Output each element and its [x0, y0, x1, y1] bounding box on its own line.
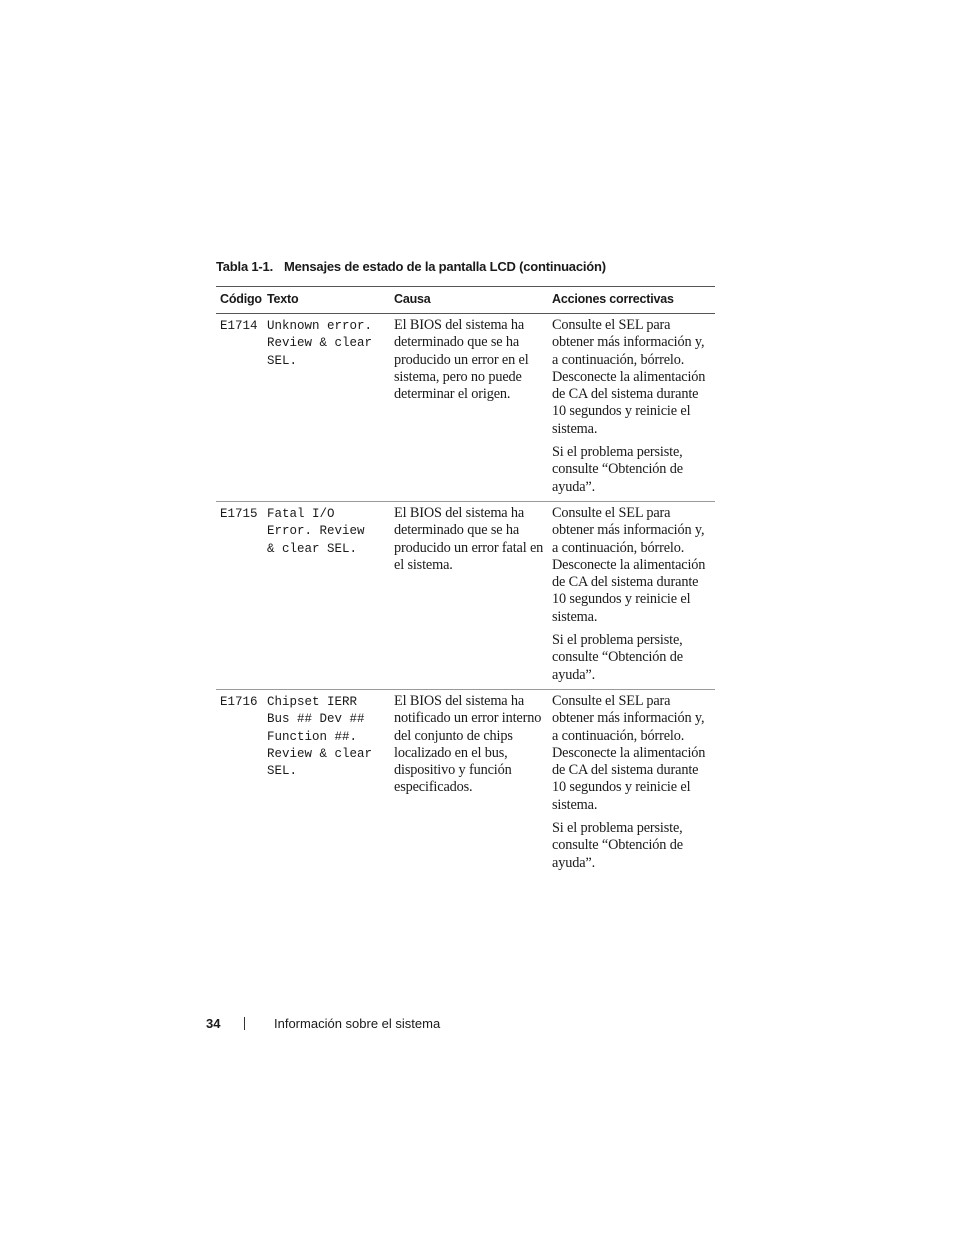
table-caption: [216, 259, 606, 274]
action-text: Consulte el SEL para obtener más información y, a continuación, bórrelo. Desconecte la alimentación de CA del sistema durante 10 segundos y reinicie el sistema.: [552, 317, 706, 437]
cause-cell: El BIOS del sistema ha determinado que se ha producido un error en el sistema, pero no puede determinar el origen.: [388, 314, 546, 502]
action-cell: [546, 689, 715, 876]
text-cell: Fatal I/O Error. Review & clear SEL.: [263, 501, 388, 689]
page-number: 34: [206, 1016, 221, 1031]
action-followup-text: Si el problema persiste, consulte “Obtención de ayuda”.: [552, 632, 683, 683]
table-caption-label: Tabla 1-1.: [216, 259, 274, 274]
table-header-row: [216, 287, 715, 314]
page-footer: [206, 1016, 440, 1031]
table-caption-title: Mensajes de estado de la pantalla LCD (continuación): [284, 259, 606, 274]
action-followup-text: Si el problema persiste, consulte “Obtención de ayuda”.: [552, 820, 683, 871]
table-row: [216, 314, 715, 502]
table-row: [216, 501, 715, 689]
code-cell: E1716: [220, 694, 258, 709]
header-acciones: Acciones correctivas: [546, 287, 715, 314]
lcd-status-messages-table: [216, 286, 715, 877]
cause-cell: El BIOS del sistema ha notificado un error interno del conjunto de chips localizado en el bus, dispositivo y función especificados.: [394, 692, 542, 796]
action-text: Consulte el SEL para obtener más información y, a continuación, bórrelo. Desconecte la alimentación de CA del sistema durante 10 segundos y reinicie el sistema.: [552, 504, 706, 625]
footer-separator: [244, 1017, 245, 1030]
action-text: Consulte el SEL para obtener más información y, a continuación, bórrelo. Desconecte la alimentación de CA del sistema durante 10 segundos y reinicie el sistema.: [552, 692, 706, 813]
table-row: [216, 689, 715, 876]
cause-cell: El BIOS del sistema ha determinado que se ha producido un error fatal en el sistema.: [388, 501, 546, 689]
header-codigo: Código: [216, 287, 263, 314]
footer-section-title: Información sobre el sistema: [274, 1016, 441, 1031]
header-causa: Causa: [388, 287, 546, 314]
action-cell: [546, 314, 715, 502]
text-cell: Chipset IERR Bus ## Dev ## Function ##. Review & clear SEL.: [267, 694, 373, 779]
action-followup-text: Si el problema persiste, consulte “Obtención de ayuda”.: [552, 444, 683, 495]
action-cell: [546, 501, 715, 689]
code-cell: E1715: [216, 501, 263, 689]
text-cell: Unknown error. Review & clear SEL.: [263, 314, 388, 502]
header-texto: Texto: [263, 287, 388, 314]
code-cell: E1714: [216, 314, 263, 502]
